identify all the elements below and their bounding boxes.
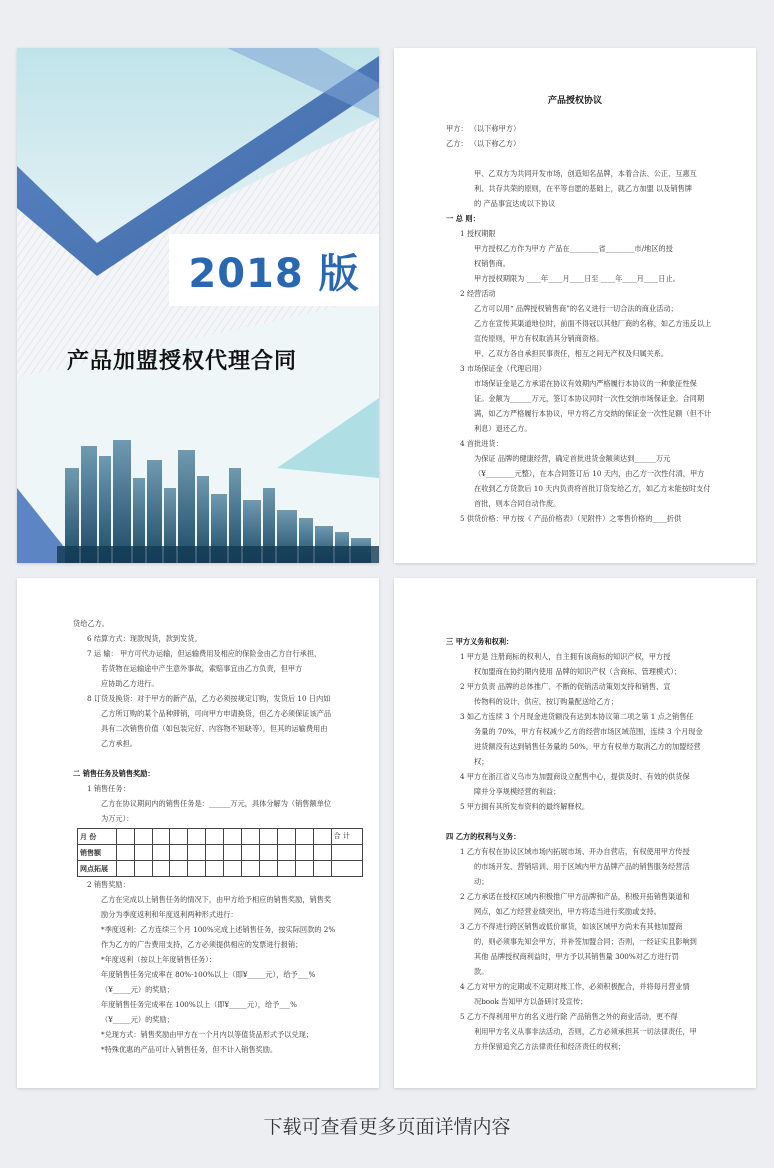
paragraph-line: 满，如乙方严格履行本协议，甲方将乙方交纳的保证金一次性足额（但不计 bbox=[474, 409, 712, 418]
paragraph-line: 乙方在完成以上销售任务的情况下，由甲方给予相应的销售奖励，销售奖 bbox=[101, 895, 332, 904]
table-row-label: 月 份 bbox=[78, 829, 117, 845]
paragraph-line: 乙方在协议期间内的销售任务是：______万元，具体分解为（销售额单位 bbox=[101, 799, 332, 808]
paragraph-line: 1 甲方是 注册商标的权利人，自主拥有该商标的知识产权，甲方授 bbox=[460, 652, 671, 661]
paragraph-line: 乙方在宣传其渠道地位时，前面不得冠以其他厂商的名称，如乙方违反以上 bbox=[474, 319, 712, 328]
paragraph-line: 励分为季度返利和年度返利两种形式进行： bbox=[101, 910, 238, 919]
paragraph-line: 2 甲方负责 品牌的总体推广、不断的促销活动策划支持和销售、宣 bbox=[460, 682, 671, 691]
paragraph-line: （¥________元整），在本合同签订后 10 天内，由乙方一次性付清，甲方 bbox=[474, 469, 705, 478]
paragraph-line: 年度销售任务完成率在 100%以上（即¥_____元），给予___% bbox=[101, 1000, 297, 1009]
paragraph-line: 障并分享规模经营的利益； bbox=[474, 787, 561, 796]
paragraph-line: 2 销售奖励： bbox=[87, 880, 130, 889]
year-label-box bbox=[169, 234, 379, 306]
paragraph-line: 一 总 则： bbox=[446, 214, 480, 223]
paragraph-line: 3 乙方不得进行跨区销售或低价窜货，如该区域甲方尚未有其他加盟商 bbox=[460, 922, 683, 931]
paragraph-line: 其他 品牌授权商利益时，甲方予以其销售量 300%对乙方进行罚 bbox=[474, 952, 679, 961]
agreement-body-3 bbox=[446, 634, 736, 1054]
paragraph-line: 二 销售任务及销售奖励： bbox=[73, 769, 155, 778]
download-more-footer[interactable]: 下载可查看更多页面详情内容 bbox=[263, 1116, 511, 1138]
table-row bbox=[78, 845, 363, 861]
agreement-body-1 bbox=[446, 121, 736, 526]
paragraph-line: （¥_____元）的奖励； bbox=[101, 985, 174, 994]
paragraph-line bbox=[73, 751, 363, 766]
paragraph-line: 4 甲方在浙江省义乌市为加盟商设立配售中心，提供及时、有效的供货保 bbox=[460, 772, 690, 781]
paragraph-line: *兑现方式：销售奖励由甲方在一个月内以等值货品形式予以兑现； bbox=[101, 1030, 314, 1039]
paragraph-line: 5 甲方拥有其所发布资料的最终解释权。 bbox=[460, 802, 590, 811]
paragraph-line: *季度返利：乙方连续三个月 100%完成上述销售任务，按实际回款的 2% bbox=[101, 925, 336, 934]
agreement-page-2 bbox=[17, 578, 379, 1088]
paragraph-line: 的市场开发、营销培训、用于区域内甲方品牌产品的销售服务经营活 bbox=[474, 862, 690, 871]
table-row bbox=[78, 861, 363, 877]
paragraph-line: 为保证 品牌的健康经营，确定首批进货金额须达到______万元 bbox=[474, 454, 671, 463]
paragraph-line: 2 乙方承诺在授权区域内积极推广甲方品牌和产品，积极开拓销售渠道和 bbox=[460, 892, 690, 901]
agreement-title: 产品授权协议 bbox=[547, 96, 602, 106]
paragraph-line: 货给乙方。 bbox=[73, 619, 109, 628]
paragraph-line: 若货物在运输途中产生意外事故，索赔事宜由乙方负责，但甲方 bbox=[101, 664, 303, 673]
paragraph-line: 况book 告知甲方以备研讨及宣传； bbox=[474, 997, 588, 1006]
paragraph-line bbox=[446, 151, 736, 166]
paragraph-line: 的，则必须事先知会甲方，并补签加盟合同；否则，一经证实且影响到 bbox=[474, 937, 697, 946]
paragraph-line: 甲方授权乙方作为甲方 产品在________省________市/地区的授 bbox=[474, 244, 673, 253]
paragraph-line: 利息）退还乙方。 bbox=[474, 424, 532, 433]
table-row-label: 销售额 bbox=[78, 845, 117, 861]
paragraph-line: 市场保证金是乙方承诺在协议有效期内严格履行本协议的一种象征性保 bbox=[474, 379, 697, 388]
paragraph-line: 首批，则本合同自动作废。 bbox=[474, 499, 561, 508]
paragraph-line: 方并保留追究乙方法律责任和经济责任的权利； bbox=[474, 1042, 625, 1051]
paragraph-line: 甲、乙双方为共同开发市场，创造知名品牌，本着合法、公正、互惠互 bbox=[474, 169, 697, 178]
paragraph-line: 款。 bbox=[474, 967, 489, 976]
paragraph-line: 网点，如乙方经营业绩突出，甲方将适当进行奖励或支持。 bbox=[474, 907, 661, 916]
paragraph-line: 甲、乙双方各自承担民事责任，相互之间无产权及归属关系。 bbox=[474, 349, 669, 358]
paragraph-line: 1 授权期限 bbox=[460, 229, 496, 238]
paragraph-line: 四 乙方的权利与义务： bbox=[446, 832, 521, 841]
paragraph-line: 年度销售任务完成率在 80%-100%以上（即¥_____元），给予___% bbox=[101, 970, 316, 979]
paragraph-line: 权销售商。 bbox=[474, 259, 510, 268]
agreement-title-wrap bbox=[394, 94, 756, 109]
paragraph-line: 权加盟商在协约期内使用 品牌的知识产权（含商标、管理模式）； bbox=[474, 667, 682, 676]
paragraph-line: 传物料的设计、供应，按订购量配送给乙方； bbox=[474, 697, 618, 706]
paragraph-line: 8 订货及换货：对于甲方的新产品，乙方必须按规定订购，发货后 10 日内如 bbox=[87, 694, 331, 703]
table-row-label: 网点拓展 bbox=[78, 861, 117, 877]
paragraph-line: 在收到乙方货款后 10 天内负责将首批订货发给乙方，如乙方未能按时支付 bbox=[474, 484, 711, 493]
paragraph-line: 具有二次销售价值（如包装完好、内容物不短缺等），但其的运输费用由 bbox=[101, 724, 328, 733]
paragraph-line: 5 乙方不得利用甲方的名义进行除 产品销售之外的商业活动，更不得 bbox=[460, 1012, 678, 1021]
paragraph-line: 甲方授权期限为 ____年____月____日至 ____年____月____日止。 bbox=[474, 274, 680, 283]
paragraph-line: （¥_____元）的奖励； bbox=[101, 1015, 174, 1024]
paragraph-line: 7 运 输： 甲方可代办运输，但运输费用及相应的保险金由乙方自行承担， bbox=[87, 649, 322, 658]
paragraph-line: 5 供货价格：甲方按《 产品价格表》（见附件）之零售价格的____折供 bbox=[460, 514, 682, 523]
agreement-page-3 bbox=[394, 578, 756, 1088]
agreement-body-2 bbox=[73, 616, 363, 1057]
paragraph-line: 宣传原则，甲方有权取消其分销商资格。 bbox=[474, 334, 604, 343]
paragraph-line: 乙方可以用“ 品牌授权销售商”的名义进行一切合法的商业活动； bbox=[474, 304, 678, 313]
table-row bbox=[78, 829, 363, 845]
cover-page bbox=[17, 48, 379, 563]
paragraph-line: 4 乙方对甲方的定期或不定期对账工作，必须积极配合，并将每月营业情 bbox=[460, 982, 690, 991]
paragraph-line: 3 如乙方连续 3 个月现金进货额没有达到本协议第二项之第 1 点之销售任 bbox=[460, 712, 694, 721]
paragraph-line bbox=[446, 814, 736, 829]
paragraph-line: 的 产品事宜达成以下协议 bbox=[474, 199, 556, 208]
paragraph-line: 乙方所订购的某个品种滞销，可向甲方申请换货，但乙方必须保证该产品 bbox=[101, 709, 332, 718]
sales-task-table bbox=[77, 828, 363, 877]
paragraph-line: 进货额没有达到销售任务量的 50%，甲方有权单方取消乙方的加盟经营 bbox=[474, 742, 701, 751]
agreement-page-1 bbox=[394, 48, 756, 563]
paragraph-line: 作为乙方的广告费用支持，乙方必须提供相应的发票进行报销； bbox=[101, 940, 303, 949]
paragraph-line: 6 结算方式：现款现货，款到发货。 bbox=[87, 634, 202, 643]
cover-title: 产品加盟授权代理合同 bbox=[67, 349, 298, 374]
paragraph-line: 应协助乙方进行。 bbox=[101, 679, 159, 688]
paragraph-line: 乙方： （以下称乙方） bbox=[446, 139, 521, 148]
paragraph-line: 务量的 70%，甲方有权减少乙方的经营市场区域范围，连续 3 个月现金 bbox=[474, 727, 703, 736]
paragraph-line: 利用甲方名义从事非法活动，否则，乙方必须承担其一切法律责任，甲 bbox=[474, 1027, 697, 1036]
table-total-label: 合 计 bbox=[331, 829, 362, 845]
paragraph-line: *特殊优惠的产品可计入销售任务，但不计入销售奖励。 bbox=[101, 1045, 278, 1054]
paragraph-line: 4 首批进货： bbox=[460, 439, 503, 448]
paragraph-line: 乙方承担。 bbox=[101, 739, 137, 748]
paragraph-line: 动； bbox=[474, 877, 489, 886]
paragraph-line: 1 乙方有权在协议区域市场内拓展市场、开办自营店，有权使用甲方传授 bbox=[460, 847, 690, 856]
paragraph-line: *年度返利（按以上年度销售任务）： bbox=[101, 955, 216, 964]
paragraph-line: 为万元）： bbox=[101, 814, 134, 823]
paragraph-line: 证。金额为______万元，签订本协议同时一次性交纳市场保证金。合同期 bbox=[474, 394, 705, 403]
paragraph-line: 甲方： （以下称甲方） bbox=[446, 124, 521, 133]
paragraph-line: 利、共存共荣的原则，在平等自愿的基础上，就乙方加盟 以及销售牌 bbox=[474, 184, 692, 193]
cover-year: 2018 版 bbox=[188, 251, 360, 297]
paragraph-line: 1 销售任务： bbox=[87, 784, 130, 793]
paragraph-line: 权； bbox=[474, 757, 489, 766]
paragraph-line: 3 市场保证金（代理启用） bbox=[460, 364, 546, 373]
paragraph-line: 三 甲方义务和权利： bbox=[446, 637, 514, 646]
paragraph-line: 2 经营活动 bbox=[460, 289, 496, 298]
